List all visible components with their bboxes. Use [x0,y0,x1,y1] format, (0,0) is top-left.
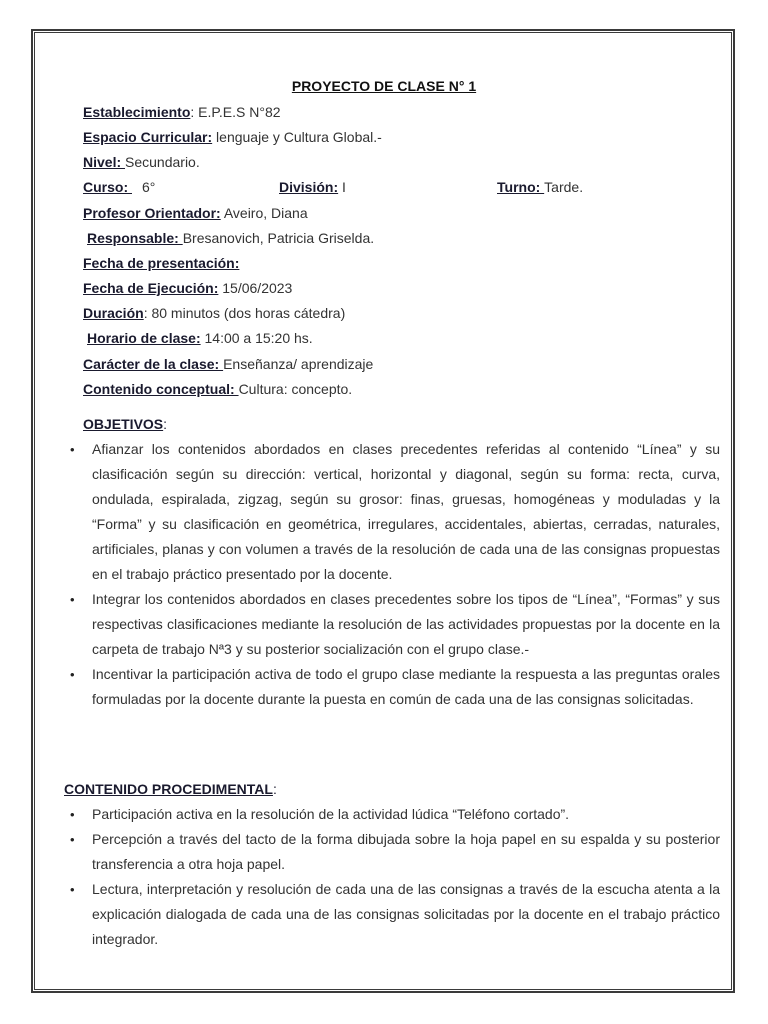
list-item [65,437,720,587]
field-nivel [83,154,200,170]
list-item-text: Incentivar la participación activa de todo el grupo clase mediante la respuesta a las preguntas orales formuladas por la docente durante la puesta en común de cada una de las consignas solicitadas. [92,666,720,707]
list-item [65,662,720,712]
list-item [65,587,720,662]
field-value: 80 minutos (dos horas cátedra) [151,305,346,321]
field-label: Turno: [497,179,545,195]
field-fecha-presentacion [83,255,239,271]
list-item-text: Integrar los contenidos abordados en clases precedentes sobre los tipos de “Línea”, “Formas” y sus respectivas clasificaciones mediante la resolución de las actividades propuestas por la docente en la carpeta de trabajo Nª3 y su posterior socialización con el grupo clase.- [92,591,720,657]
objetivos-list [65,437,720,712]
section-colon: : [163,416,168,432]
field-label: Responsable: [87,230,183,246]
list-item [65,802,720,827]
bullet-icon: • [70,592,75,607]
document-title: PROYECTO DE CLASE N° 1 [291,78,477,94]
field-value: lenguaje y Cultura Global.- [212,129,382,145]
bullet-icon: • [70,807,75,822]
section-title: OBJETIVOS [83,416,164,432]
field-fecha-ejecucion [83,280,292,296]
procedimental-list [65,802,720,952]
field-label: Curso: [83,179,132,195]
bullet-icon: • [70,832,75,847]
field-curso [83,179,155,195]
field-label: Fecha de Ejecución: [83,280,219,296]
bullet-icon: • [70,667,75,682]
field-value: Cultura: concepto. [238,381,353,397]
field-label: Espacio Curricular: [83,129,213,145]
section-colon: : [272,781,277,797]
field-value: Enseñanza/ aprendizaje [223,356,374,372]
list-item [65,877,720,952]
field-value: 14:00 a 15:20 hs. [200,330,313,346]
field-value: Secundario. [125,154,200,170]
field-label: Contenido conceptual: [83,381,239,397]
bullet-icon: • [70,882,75,897]
procedimental-heading [64,781,277,797]
field-value: 15/06/2023 [218,280,293,296]
field-value: Aveiro, Diana [220,205,308,221]
field-contenido-conceptual [83,381,352,397]
field-label: Duración [83,305,144,321]
field-label: Nivel: [83,154,126,170]
field-label: Carácter de la clase: [83,356,224,372]
field-espacio-curricular [83,129,382,145]
field-value: I [338,179,346,195]
field-value: Bresanovich, Patricia Griselda. [182,230,375,246]
field-label: Profesor Orientador: [83,205,221,221]
field-division [279,179,346,195]
list-item-text: Afianzar los contenidos abordados en clases precedentes referidas al contenido “Línea” y su clasificación según su dirección: vertical, horizontal y diagonal, según su forma: recta, curva, ondulada, espiralada, zigzag, según su grosor: finas, gruesas, homogéneas y moduladas y la “Forma” y su clasificación en geométrica, irregulares, accidentales, abiertas, cerradas, naturales, artificiales, planas y con volumen a través de la resolución de cada una de las consignas propuestas en el trabajo práctico presentado por la docente. [92,441,720,582]
field-label: Horario de clase: [87,330,201,346]
field-duracion [83,305,345,321]
field-profesor-orientador [83,205,308,221]
field-caracter [83,356,373,372]
field-value: 6° [142,179,156,195]
list-item [65,827,720,877]
objetivos-heading [83,416,167,432]
field-value: Tarde. [544,179,584,195]
section-title: CONTENIDO PROCEDIMENTAL [64,781,273,797]
field-horario [87,330,313,346]
field-label: Fecha de presentación: [83,255,240,271]
bullet-icon: • [70,442,75,457]
field-responsable [87,230,374,246]
field-label: División: [279,179,339,195]
list-item-text: Lectura, interpretación y resolución de cada una de las consignas a través de la escucha atenta a la explicación dialogada de cada una de las consignas solicitadas por la docente en el trabajo práctico integrador. [92,881,720,947]
field-value: E.P.E.S N°82 [198,104,281,120]
field-label: Establecimiento [83,104,191,120]
list-item-text: Participación activa en la resolución de la actividad lúdica “Teléfono cortado”. [92,806,570,822]
field-separator: : [190,104,199,120]
field-separator: : [143,305,152,321]
list-item-text: Percepción a través del tacto de la forma dibujada sobre la hoja papel en su espalda y su posterior transferencia a otra hoja papel. [92,831,720,872]
field-turno [497,179,583,195]
field-establecimiento [83,104,281,120]
